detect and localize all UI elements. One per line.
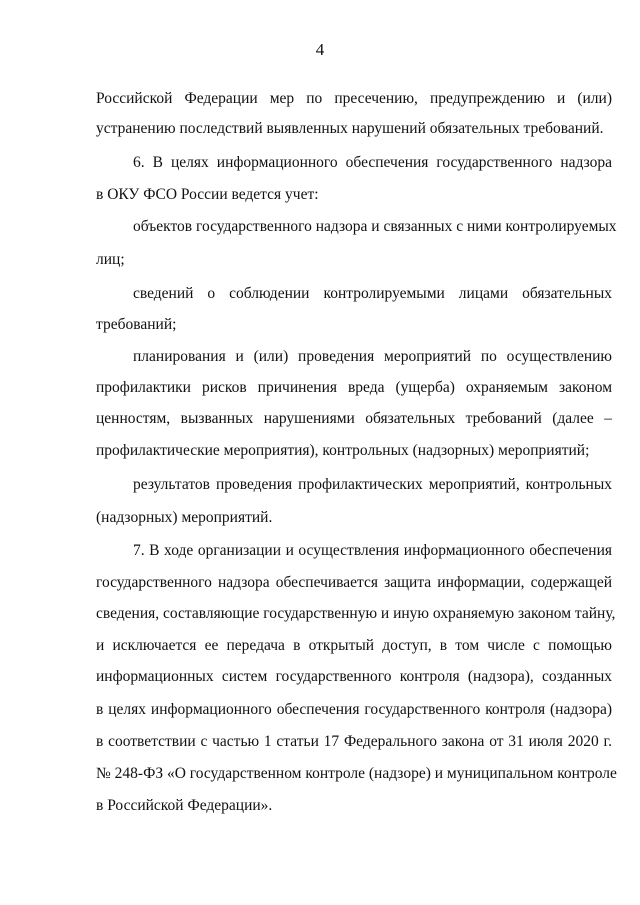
list-item-start: результатов проведения профилактических мероприятий, контрольных	[133, 476, 612, 493]
text-line: в целях информационного обеспечения государственного контроля (надзора)	[96, 701, 612, 718]
paragraph-7-start: 7. В ходе организации и осуществления информационного обеспечения	[133, 542, 612, 559]
text-line: № 248-ФЗ «О государственном контроле (надзоре) и муниципальном контроле	[96, 765, 617, 782]
text-line: информационных систем государственного контроля (надзора), созданных	[96, 668, 612, 685]
text-line: ценностям, вызванных нарушениями обязательных требований (далее –	[96, 410, 612, 427]
text-line: сведения, составляющие государственную и иную охраняемую законом тайну,	[96, 605, 616, 622]
text-line: профилактические мероприятия), контрольных (надзорных) мероприятий;	[96, 442, 590, 459]
text-line: в Российской Федерации».	[96, 797, 273, 814]
text-line: и исключается ее передача в открытый доступ, в том числе с помощью	[96, 637, 612, 654]
text-line: в ОКУ ФСО России ведется учет:	[96, 186, 319, 203]
text-line: (надзорных) мероприятий.	[96, 509, 273, 526]
text-line: в соответствии с частью 1 статьи 17 Федерального закона от 31 июля 2020 г.	[96, 733, 612, 750]
list-item-start: объектов государственного надзора и связанных с ними контролируемых	[133, 218, 617, 235]
list-item-start: сведений о соблюдении контролируемыми лицами обязательных	[133, 285, 612, 302]
text-line: требований;	[96, 316, 177, 333]
text-line: профилактики рисков причинения вреда (ущерба) охраняемым законом	[96, 379, 612, 396]
text-line: Российской Федерации мер по пресечению, предупреждению и (или)	[96, 90, 612, 107]
text-line: государственного надзора обеспечивается защита информации, содержащей	[96, 574, 612, 591]
text-line: лиц;	[96, 251, 125, 268]
page-number: 4	[315, 40, 325, 59]
paragraph-6-start: 6. В целях информационного обеспечения государственного надзора	[133, 154, 612, 171]
list-item-start: планирования и (или) проведения мероприятий по осуществлению	[133, 348, 612, 365]
text-line: устранению последствий выявленных нарушений обязательных требований.	[96, 120, 604, 137]
